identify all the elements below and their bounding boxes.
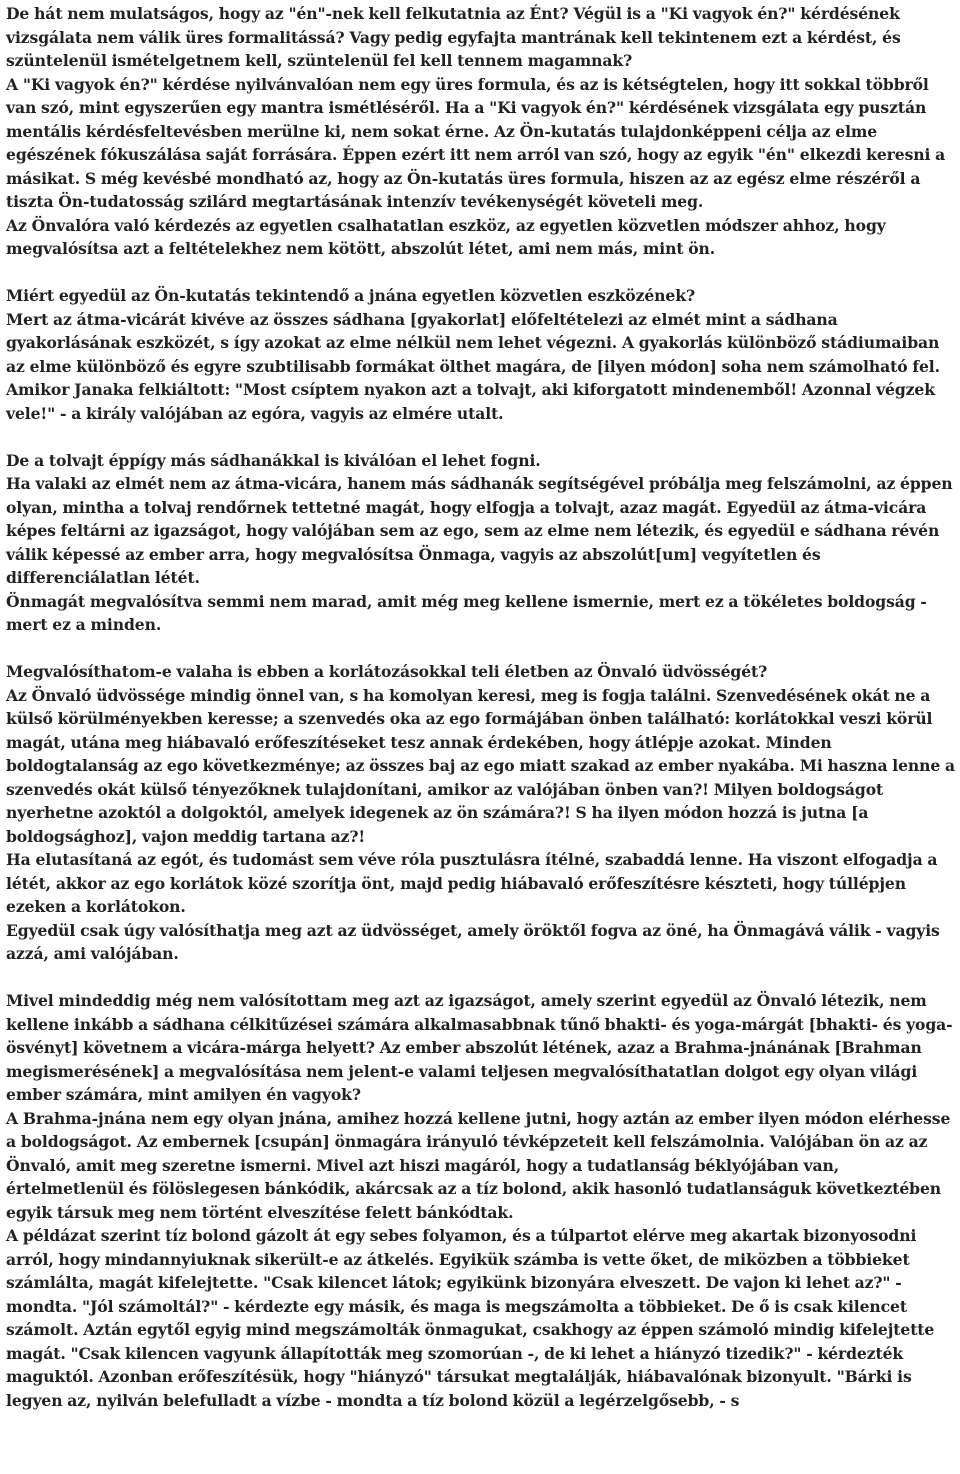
paragraph-eno-kutatas-question: De hát nem mulatságos, hogy az "én"-nek kell felkutatnia az Ént? Végül is a "Ki vagyok én?" kérdésének vizsgálata nem válik üres formalitássá? Vagy pedig egyfajta mantrának kell tekintenem ezt a kérdést, és szüntelenül ismételgetnem kell, szüntelenül fel kell tennem magamnak? <box>6 4 901 70</box>
paragraph-tolvaj-answer: Ha valaki az elmét nem az átma-vicára, hanem más sádhanák segítségével próbálja meg felszámolni, az éppen olyan, mintha a tolvaj rendőrnek tettetné magát, hogy elfogja a tolvajt, azaz magát. Egyedül az átma-vicára képes feltárni az igazságot, hogy valójában sem az ego, sem az elme nem létezik, és egyedül e sádhana révén válik képessé az ember arra, hogy megvalósítsa Önmaga, vagyis az abszolút[um] vegyítetlen és differenciálatlan létét. <box>6 474 953 587</box>
paragraph-janaka: Amikor Janaka felkiáltott: "Most csíptem nyakon azt a tolvajt, aki kiforgatott mindenemből! Azonnal végzek vele!" - a király valójában az egóra, vagyis az elmére utalt. <box>6 380 935 423</box>
paragraph-question-jnana: Miért egyedül az Ön-kutatás tekintendő a jnána egyetlen közvetlen eszközének? <box>6 286 695 305</box>
paragraph-question-tolvaj: De a tolvajt éppígy más sádhanákkal is kiválóan el lehet fogni. <box>6 450 541 470</box>
paragraph-gap <box>6 425 956 449</box>
document-body <box>6 2 956 1412</box>
paragraph-ego-elutasitas: Ha elutasítaná az egót, és tudomást sem véve róla pusztulásra ítélné, szabaddá lenne. Ha viszont elfogadja a létét, akkor az ego korlátok közé szorítja önt, majd pedig hiábavaló erőfeszítésre készteti, hogy túllépjen ezeken a korlátokon. <box>6 850 938 916</box>
paragraph-ki-vagyok-en-answer: A "Ki vagyok én?" kérdése nyilvánvalóan nem egy üres formula, és az is kétségtelen, hogy itt sokkal többről van szó, mint egyszerűen egy mantra ismétléséről. Ha a "Ki vagyok én?" kérdésének vizsgálata egy pusztán mentális kérdésfeltevésben merülne ki, nem sokat érne. Az Ön-kutatás tulajdonképpeni célja az elme egészének fókuszálása saját forrására. Éppen ezért itt nem arról van szó, hogy az egyik "én" elkezdi keresni a másikat. S még kevésbé mondható az, hogy az Ön-kutatás üres formula, hiszen az az egész elme részéről a tiszta Ön-tudatosság szilárd megtartásának intenzív tevékenységét követeli meg. <box>6 74 946 211</box>
paragraph-onmagat-megvalositva: Önmagát megvalósítva semmi nem marad, amit még meg kellene ismernie, mert ez a tökéletes boldogság - mert ez a minden. <box>6 591 927 634</box>
paragraph-brahma-jnana-answer: A Brahma-jnána nem egy olyan jnána, amihez hozzá kellene jutni, hogy aztán az ember ilyen módon elérhesse a boldogságot. Az embernek [csupán] önmagára irányuló tévképzeteit kell felszámolnia. Valójában ön az az Önvaló, amit meg szeretne ismerni. Mivel azt hiszi magáról, hogy a tudatlanság béklyójában van, értelmetlenül és fölöslegesen bánkódik, akárcsak az a tíz bolond, akik hasonló tudatlanságuk következtében egyik társuk meg nem történt elveszítése felett bánkódtak. <box>6 1108 951 1222</box>
paragraph-gap <box>6 637 956 661</box>
paragraph-atma-vicara-answer: Mert az átma-vicárát kivéve az összes sádhana [gyakorlat] előfeltételezi az elmét mint a sádhana gyakorlásának eszközét, s így azokat az elme nélkül nem lehet végezni. A gyakorlás különböző stádiumaiban az elme különböző és egyre szubtilisabb formákat ölthet magára, de [ilyen módon] soha nem számolható fel. <box>6 309 940 376</box>
paragraph-onmagava-valik: Egyedül csak úgy valósíthatja meg azt az üdvösséget, amely öröktől fogva az öné, ha Önmagává válik - vagyis azzá, ami valójában. <box>6 920 940 963</box>
paragraph-gap <box>6 261 956 285</box>
paragraph-gap <box>6 966 956 990</box>
paragraph-question-bhakti-yoga: Mivel mindeddig még nem valósítottam meg azt az igazságot, amely szerint egyedül az Önvaló létezik, nem kellene inkább a sádhana célkitűzései számára alkalmasabbnak tűnő bhakti- és yoga-márgát [bhakti- és yoga-ösvényt] követnem a vicára-márga helyett? Az ember abszolút létének, azaz a Brahma-jnánának [Brahman megismerésének] a megvalósítása nem jelent-e valami teljesen megvalósíthatatlan dolgot egy olyan világi ember számára, mint amilyen én vagyok? <box>6 991 953 1104</box>
paragraph-question-udvosseg: Megvalósíthatom-e valaha is ebben a korlátozásokkal teli életben az Önvaló üdvösségét? <box>6 662 768 681</box>
paragraph-tiz-bolond-peldazat: A példázat szerint tíz bolond gázolt át egy sebes folyamon, és a túlpartot elérve meg akartak bizonyosodni arról, hogy mindannyiuknak sikerült-e az átkelés. Egyikük számba is vette őket, de miközben a többieket számlálta, magát kifelejtette. "Csak kilencet látok; egyikünk bizonyára elveszett. De vajon ki lehet az?" - mondta. "Jól számoltál?" - kérdezte egy másik, és maga is megszámolta a többieket. De ő is csak kilencet számolt. Aztán egytől egyig mind megszámolták önmagukat, csakhogy az éppen számoló mindig kifelejtette magát. "Csak kilencen vagyunk állapították meg szomorúan -, de ki lehet a hiányzó tizedik?" - kérdezték maguktól. Azonban erőfeszítésük, hogy "hiányzó" társukat megtalálják, hiábavalónak bizonyult. "Bárki is legyen az, nyilván belefulladt a vízbe - mondta a tíz bolond közül a legérzelgősebb, - s <box>6 1226 935 1410</box>
paragraph-udvosseg-answer: Az Önvaló üdvössége mindig önnel van, s ha komolyan keresi, meg is fogja találni. Szenvedésének okát ne a külső körülményekben keresse; a szenvedés oka az ego formájában önben található: korlátokkal veszi körül magát, utána meg hiábavaló erőfeszítéseket tesz annak érdekében, hogy átlépje azokat. Minden boldogtalanság az ego következménye; az összes baj az ego miatt szakad az ember nyakába. Mi haszna lenne a szenvedés okát külső tényezőknek tulajdonítani, amikor az valójában önben van?! Milyen boldogságot nyerhetne azoktól a dolgoktól, amelyek idegenek az ön számára?! S ha ilyen módon hozzá is jutna [a boldogsághoz], vajon meddig tartana az?! <box>6 685 956 846</box>
paragraph-onvalora-kerdezes: Az Önvalóra való kérdezés az egyetlen csalhatatlan eszköz, az egyetlen közvetlen módszer ahhoz, hogy megvalósítsa azt a feltételekhez nem kötött, abszolút létet, ami nem más, mint ön. <box>6 215 886 258</box>
